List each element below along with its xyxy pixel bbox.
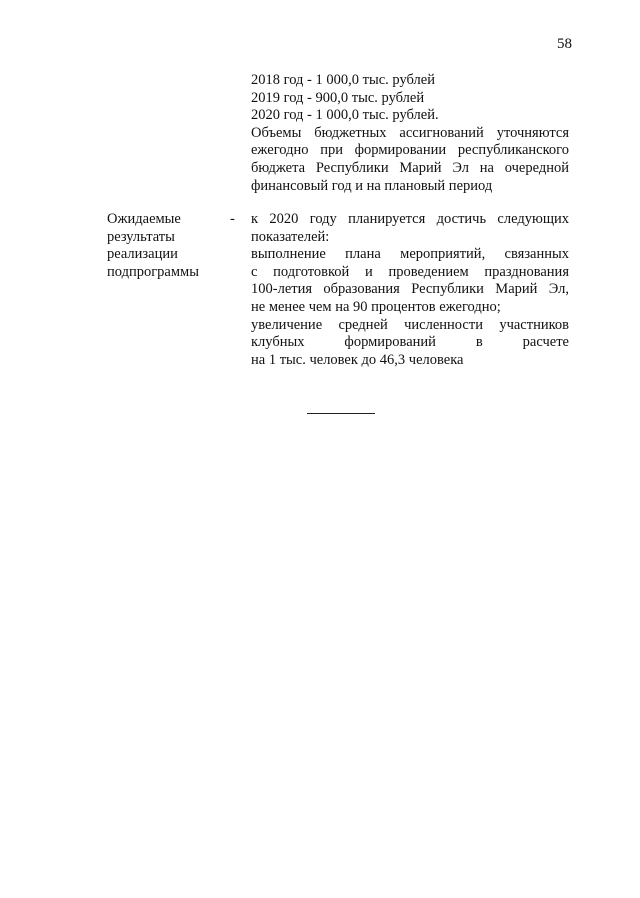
expected-results-text [251, 211, 569, 369]
results-line: на 1 тыс. человек до 46,3 человека [251, 351, 464, 368]
funding-note-line: ежегодно при формировании республиканского [251, 142, 569, 159]
results-line: к 2020 году планируется достичь следующих [251, 211, 569, 227]
end-divider-line [307, 413, 375, 414]
results-line: не менее чем на 90 процентов ежегодно; [251, 298, 501, 315]
row-dash: - [230, 211, 235, 227]
funding-year-2019: 2019 год - 900,0 тыс. рублей [251, 89, 425, 106]
funding-note-line: финансовый год и на плановый период [251, 177, 493, 194]
funding-year-2020: 2020 год - 1 000,0 тыс. рублей. [251, 107, 439, 124]
expected-results-label [107, 211, 222, 281]
results-line: с подготовкой и проведением празднования [251, 263, 569, 280]
results-line: увеличение средней численности участников [251, 316, 569, 333]
results-line: 100-летия образования Республики Марий Эл, [251, 281, 569, 298]
funding-block [251, 72, 569, 195]
funding-note-line: бюджета Республики Марий Эл на очередной [251, 159, 569, 176]
label-line: результаты [107, 228, 175, 245]
results-line: показателей: [251, 228, 330, 245]
funding-note-line: Объемы бюджетных ассигнований уточняются [251, 124, 569, 141]
label-line: Ожидаемые [107, 211, 181, 227]
funding-year-2018: 2018 год - 1 000,0 тыс. рублей [251, 72, 435, 88]
results-line: выполнение плана мероприятий, связанных [251, 246, 569, 263]
label-line: реализации [107, 246, 178, 263]
page-number: 58 [557, 36, 572, 52]
label-line: подпрограммы [107, 263, 199, 280]
results-line: клубных формирований в расчете [251, 334, 569, 351]
